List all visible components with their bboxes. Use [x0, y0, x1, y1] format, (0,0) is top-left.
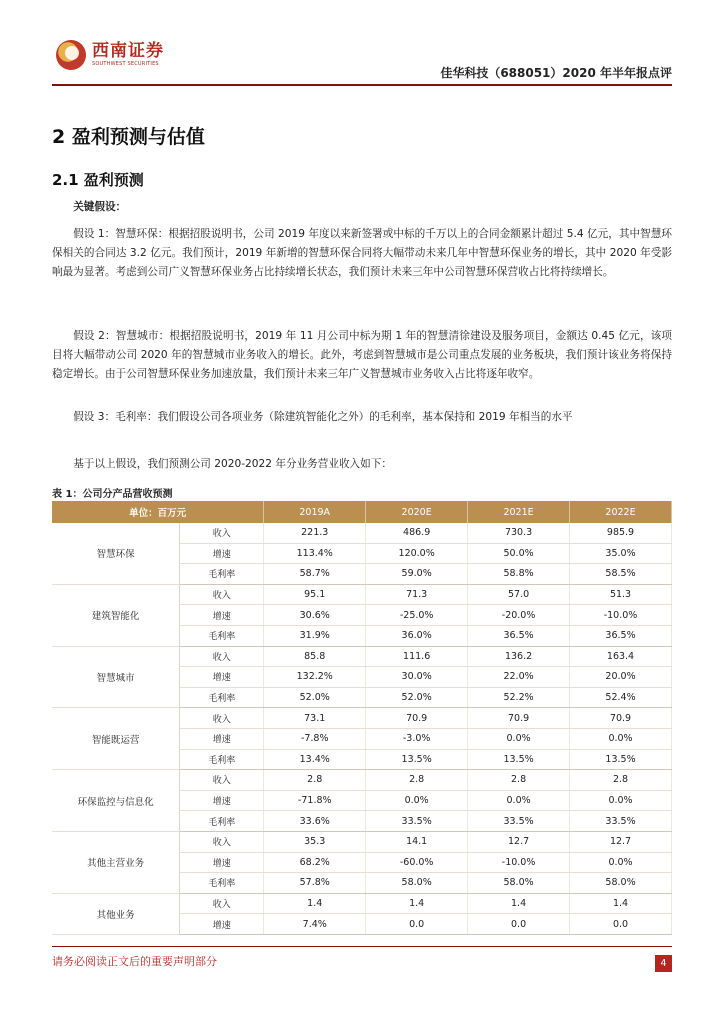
table-row — [52, 584, 672, 605]
table-caption: 表 1：公司分产品营收预测 — [52, 489, 173, 500]
metric-label: 收入 — [180, 584, 264, 605]
value-cell: 120.0% — [366, 543, 468, 564]
value-cell: 13.5% — [468, 749, 570, 770]
value-cell: 0.0% — [468, 728, 570, 749]
value-cell: 85.8 — [264, 646, 366, 667]
revenue-forecast-table — [52, 501, 672, 935]
value-cell: 58.0% — [468, 873, 570, 894]
year-header-2021e: 2021E — [468, 501, 570, 523]
value-cell: 13.4% — [264, 749, 366, 770]
value-cell: 985.9 — [570, 523, 672, 543]
metric-label: 增速 — [180, 914, 264, 935]
value-cell: 51.3 — [570, 584, 672, 605]
metric-label: 毛利率 — [180, 687, 264, 708]
metric-label: 收入 — [180, 893, 264, 914]
metric-label: 增速 — [180, 667, 264, 688]
value-cell: 31.9% — [264, 625, 366, 646]
disclaimer-text: 请务必阅读正文后的重要声明部分 — [52, 955, 217, 968]
table-row — [52, 831, 672, 852]
value-cell: -10.0% — [468, 852, 570, 873]
value-cell: -3.0% — [366, 728, 468, 749]
assumption-paragraph-3: 假设 3：毛利率：我们假设公司各项业务（除建筑智能化之外）的毛利率，基本保持和 2019 年相当的水平 — [73, 411, 573, 423]
value-cell: 136.2 — [468, 646, 570, 667]
value-cell: 71.3 — [366, 584, 468, 605]
value-cell: 59.0% — [366, 564, 468, 585]
value-cell: 95.1 — [264, 584, 366, 605]
value-cell: 1.4 — [468, 893, 570, 914]
logo-mark-icon — [56, 40, 86, 70]
metric-label: 毛利率 — [180, 811, 264, 832]
metric-label: 增速 — [180, 790, 264, 811]
value-cell: 111.6 — [366, 646, 468, 667]
value-cell: 30.6% — [264, 605, 366, 626]
value-cell: -60.0% — [366, 852, 468, 873]
year-header-2019a: 2019A — [264, 501, 366, 523]
value-cell: 0.0% — [468, 790, 570, 811]
value-cell: 13.5% — [366, 749, 468, 770]
value-cell: 1.4 — [366, 893, 468, 914]
value-cell: 58.0% — [366, 873, 468, 894]
subsection-title: 2.1 盈利预测 — [52, 171, 144, 189]
value-cell: 36.5% — [570, 625, 672, 646]
value-cell: 0.0 — [570, 914, 672, 935]
table-header-row — [52, 501, 672, 523]
segment-name: 智能既运营 — [52, 708, 180, 770]
metric-label: 收入 — [180, 831, 264, 852]
value-cell: 163.4 — [570, 646, 672, 667]
value-cell: 33.5% — [468, 811, 570, 832]
value-cell: 0.0 — [366, 914, 468, 935]
value-cell: 14.1 — [366, 831, 468, 852]
value-cell: -10.0% — [570, 605, 672, 626]
metric-label: 收入 — [180, 523, 264, 543]
report-title: 佳华科技（688051）2020 年半年报点评 — [440, 66, 672, 80]
value-cell: 36.5% — [468, 625, 570, 646]
value-cell: 73.1 — [264, 708, 366, 729]
metric-label: 增速 — [180, 728, 264, 749]
table-body — [52, 523, 672, 934]
value-cell: -20.0% — [468, 605, 570, 626]
table-row — [52, 646, 672, 667]
value-cell: 35.0% — [570, 543, 672, 564]
value-cell: 35.3 — [264, 831, 366, 852]
segment-name: 其他主营业务 — [52, 831, 180, 893]
assumption-paragraph-1: 假设 1：智慧环保：根据招股说明书，公司 2019 年度以来新签署或中标的千万以上的合同金额累计超过 5.4 亿元，其中智慧环保相关的合同达 3.2 亿元。我们预计，2019 年新增的智慧环保合同将大幅带动未来几年中智慧环保业务的增长，其中 2020 年受影响最为显著。考虑到公司广义智慧环保业务占比持续增长状态，我们预计未来三年中公司智慧环保营收占比将持续增长。 — [52, 228, 672, 278]
value-cell: 0.0% — [570, 790, 672, 811]
section-title: 2 盈利预测与估值 — [52, 126, 205, 148]
value-cell: 1.4 — [264, 893, 366, 914]
value-cell: 70.9 — [468, 708, 570, 729]
value-cell: 52.0% — [264, 687, 366, 708]
assumption-paragraph-2: 假设 2：智慧城市：根据招股说明书，2019 年 11 月公司中标为期 1 年的智慧清徐建设及服务项目，金额达 0.45 亿元，该项目将大幅带动公司 2020 年的智慧城市业务收入的增长。此外，考虑到智慧城市是公司重点发展的业务板块，我们预计该业务将保持稳定增长。由于公司智慧环保业务加速放量，我们预计未来三年广义智慧城市业务收入占比将逐年收窄。 — [52, 330, 672, 380]
value-cell: -7.8% — [264, 728, 366, 749]
value-cell: 2.8 — [366, 770, 468, 791]
segment-name: 建筑智能化 — [52, 584, 180, 646]
segment-name: 智慧城市 — [52, 646, 180, 708]
metric-label: 毛利率 — [180, 873, 264, 894]
metric-label: 毛利率 — [180, 749, 264, 770]
value-cell: 12.7 — [468, 831, 570, 852]
header-divider — [52, 84, 672, 86]
value-cell: 33.5% — [570, 811, 672, 832]
value-cell: 33.5% — [366, 811, 468, 832]
value-cell: 36.0% — [366, 625, 468, 646]
value-cell: 58.7% — [264, 564, 366, 585]
value-cell: 68.2% — [264, 852, 366, 873]
forecast-intro-paragraph: 基于以上假设，我们预测公司 2020-2022 年分业务营业收入如下： — [73, 458, 392, 470]
metric-label: 收入 — [180, 770, 264, 791]
year-header-2020e: 2020E — [366, 501, 468, 523]
value-cell: 50.0% — [468, 543, 570, 564]
value-cell: 113.4% — [264, 543, 366, 564]
value-cell: 30.0% — [366, 667, 468, 688]
table-row — [52, 893, 672, 914]
footer-divider — [52, 946, 672, 947]
value-cell: 52.0% — [366, 687, 468, 708]
segment-name: 其他业务 — [52, 893, 180, 934]
logo-english-name: SOUTHWEST SECURITIES — [92, 61, 159, 67]
metric-label: 增速 — [180, 852, 264, 873]
segment-name: 环保监控与信息化 — [52, 770, 180, 832]
metric-label: 增速 — [180, 605, 264, 626]
value-cell: 57.0 — [468, 584, 570, 605]
value-cell: 1.4 — [570, 893, 672, 914]
value-cell: 221.3 — [264, 523, 366, 543]
value-cell: 58.5% — [570, 564, 672, 585]
value-cell: 57.8% — [264, 873, 366, 894]
value-cell: 70.9 — [570, 708, 672, 729]
value-cell: 58.8% — [468, 564, 570, 585]
metric-label: 收入 — [180, 646, 264, 667]
segment-name: 智慧环保 — [52, 523, 180, 584]
value-cell: -25.0% — [366, 605, 468, 626]
year-header-2022e: 2022E — [570, 501, 672, 523]
page-number: 4 — [655, 955, 672, 972]
metric-label: 毛利率 — [180, 625, 264, 646]
value-cell: -71.8% — [264, 790, 366, 811]
value-cell: 2.8 — [570, 770, 672, 791]
page-header — [0, 0, 724, 88]
value-cell: 2.8 — [264, 770, 366, 791]
metric-label: 毛利率 — [180, 564, 264, 585]
value-cell: 12.7 — [570, 831, 672, 852]
value-cell: 2.8 — [468, 770, 570, 791]
unit-header: 单位：百万元 — [52, 501, 264, 523]
table-row — [52, 770, 672, 791]
logo-chinese-name: 西南证券 — [92, 41, 164, 61]
metric-label: 收入 — [180, 708, 264, 729]
key-assumptions-heading: 关键假设： — [73, 201, 127, 213]
value-cell: 20.0% — [570, 667, 672, 688]
value-cell: 486.9 — [366, 523, 468, 543]
value-cell: 70.9 — [366, 708, 468, 729]
value-cell: 132.2% — [264, 667, 366, 688]
table-row — [52, 708, 672, 729]
value-cell: 0.0 — [468, 914, 570, 935]
value-cell: 58.0% — [570, 873, 672, 894]
metric-label: 增速 — [180, 543, 264, 564]
value-cell: 33.6% — [264, 811, 366, 832]
value-cell: 52.4% — [570, 687, 672, 708]
value-cell: 7.4% — [264, 914, 366, 935]
value-cell: 0.0% — [570, 728, 672, 749]
value-cell: 13.5% — [570, 749, 672, 770]
table-row — [52, 523, 672, 543]
value-cell: 0.0% — [570, 852, 672, 873]
company-logo — [56, 40, 164, 70]
value-cell: 52.2% — [468, 687, 570, 708]
value-cell: 0.0% — [366, 790, 468, 811]
value-cell: 730.3 — [468, 523, 570, 543]
value-cell: 22.0% — [468, 667, 570, 688]
